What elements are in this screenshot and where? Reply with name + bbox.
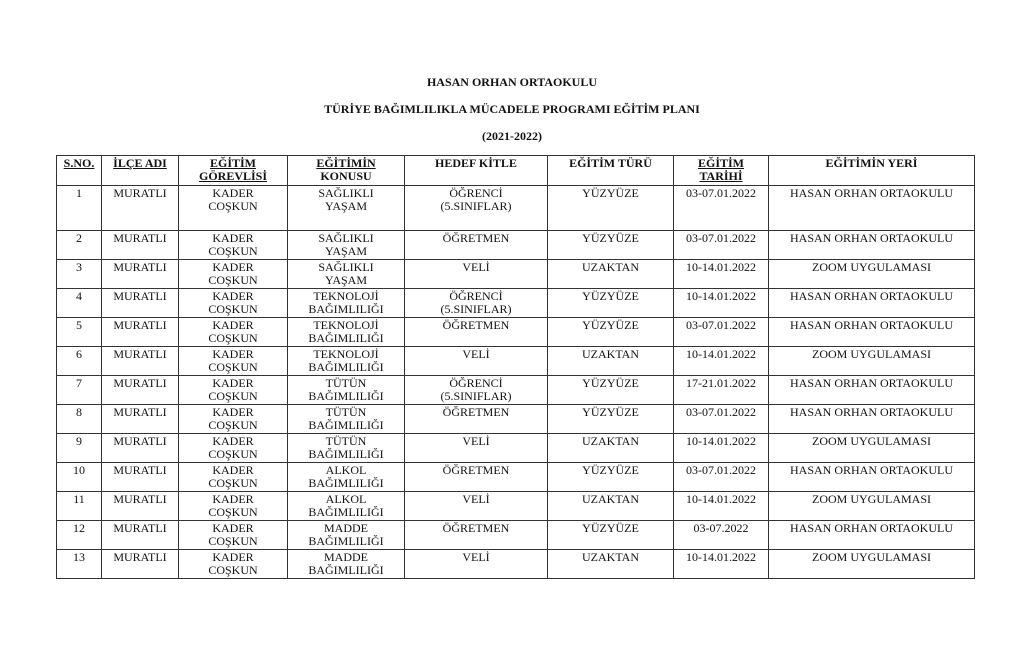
cell-instructor: KADER COŞKUN (179, 550, 288, 579)
cell-district: MURATLI (102, 434, 179, 463)
cell-type: UZAKTAN (548, 260, 674, 289)
cell-date: 10-14.01.2022 (674, 260, 769, 289)
cell-date: 03-07.01.2022 (674, 186, 769, 231)
cell-district: MURATLI (102, 231, 179, 260)
cell-audience: ÖĞRENCİ (5.SINIFLAR) (405, 376, 548, 405)
plan-title: TÜRİYE BAĞIMLILIKLA MÜCADELE PROGRAMI EĞİTİM PLANI (324, 102, 700, 116)
cell-topic: SAĞLIKLI YAŞAM (288, 186, 405, 231)
cell-sno: 7 (57, 376, 102, 405)
cell-location: HASAN ORHAN ORTAOKULU (769, 318, 975, 347)
cell-type: YÜZYÜZE (548, 521, 674, 550)
cell-district: MURATLI (102, 376, 179, 405)
cell-audience: ÖĞRETMEN (405, 318, 548, 347)
cell-location: ZOOM UYGULAMASI (769, 550, 975, 579)
cell-sno: 1 (57, 186, 102, 231)
table-row (57, 521, 975, 550)
cell-topic: SAĞLIKLI YAŞAM (288, 231, 405, 260)
cell-date: 03-07.01.2022 (674, 463, 769, 492)
cell-date: 10-14.01.2022 (674, 434, 769, 463)
cell-sno: 10 (57, 463, 102, 492)
table-row (57, 318, 975, 347)
cell-date: 03-07.01.2022 (674, 231, 769, 260)
cell-location: ZOOM UYGULAMASI (769, 347, 975, 376)
table-row (57, 492, 975, 521)
cell-location: HASAN ORHAN ORTAOKULU (769, 289, 975, 318)
header-date: EĞİTİM TARİHİ (674, 156, 769, 186)
table-row (57, 434, 975, 463)
cell-type: YÜZYÜZE (548, 231, 674, 260)
cell-audience: ÖĞRETMEN (405, 405, 548, 434)
cell-topic: SAĞLIKLI YAŞAM (288, 260, 405, 289)
cell-sno: 8 (57, 405, 102, 434)
cell-topic: TEKNOLOJİ BAĞIMLILIĞI (288, 289, 405, 318)
cell-location: ZOOM UYGULAMASI (769, 434, 975, 463)
cell-sno: 11 (57, 492, 102, 521)
cell-instructor: KADER COŞKUN (179, 463, 288, 492)
cell-audience: ÖĞRENCİ (5.SINIFLAR) (405, 289, 548, 318)
cell-date: 10-14.01.2022 (674, 289, 769, 318)
cell-district: MURATLI (102, 463, 179, 492)
cell-location: HASAN ORHAN ORTAOKULU (769, 376, 975, 405)
cell-topic: TEKNOLOJİ BAĞIMLILIĞI (288, 347, 405, 376)
cell-type: UZAKTAN (548, 347, 674, 376)
cell-sno: 13 (57, 550, 102, 579)
header-type: EĞİTİM TÜRÜ (548, 156, 674, 186)
table-row (57, 405, 975, 434)
table-row (57, 347, 975, 376)
cell-date: 10-14.01.2022 (674, 492, 769, 521)
cell-type: YÜZYÜZE (548, 318, 674, 347)
cell-audience: ÖĞRETMEN (405, 231, 548, 260)
header-instructor: EĞİTİM GÖREVLİSİ (179, 156, 288, 186)
cell-instructor: KADER COŞKUN (179, 318, 288, 347)
cell-instructor: KADER COŞKUN (179, 434, 288, 463)
cell-location: HASAN ORHAN ORTAOKULU (769, 231, 975, 260)
cell-topic: TÜTÜN BAĞIMLILIĞI (288, 434, 405, 463)
cell-location: HASAN ORHAN ORTAOKULU (769, 463, 975, 492)
cell-topic: MADDE BAĞIMLILIĞI (288, 550, 405, 579)
cell-type: YÜZYÜZE (548, 463, 674, 492)
cell-date: 10-14.01.2022 (674, 347, 769, 376)
table-row (57, 186, 975, 231)
table-row (57, 376, 975, 405)
cell-district: MURATLI (102, 550, 179, 579)
cell-district: MURATLI (102, 186, 179, 231)
cell-district: MURATLI (102, 492, 179, 521)
header-location: EĞİTİMİN YERİ (769, 156, 975, 186)
header-district: İLÇE ADI (102, 156, 179, 186)
cell-type: UZAKTAN (548, 434, 674, 463)
cell-type: YÜZYÜZE (548, 376, 674, 405)
cell-audience: ÖĞRETMEN (405, 521, 548, 550)
cell-type: YÜZYÜZE (548, 405, 674, 434)
table-header-row (57, 156, 975, 186)
cell-topic: TÜTÜN BAĞIMLILIĞI (288, 405, 405, 434)
cell-instructor: KADER COŞKUN (179, 260, 288, 289)
cell-topic: TÜTÜN BAĞIMLILIĞI (288, 376, 405, 405)
cell-sno: 4 (57, 289, 102, 318)
table-row (57, 463, 975, 492)
table-row (57, 260, 975, 289)
cell-instructor: KADER COŞKUN (179, 492, 288, 521)
cell-sno: 3 (57, 260, 102, 289)
cell-district: MURATLI (102, 347, 179, 376)
table-row (57, 550, 975, 579)
school-title: HASAN ORHAN ORTAOKULU (426, 75, 598, 89)
cell-instructor: KADER COŞKUN (179, 405, 288, 434)
table-row (57, 289, 975, 318)
header-audience: HEDEF KİTLE (405, 156, 548, 186)
cell-audience: VELİ (405, 434, 548, 463)
table-body (57, 186, 975, 579)
cell-district: MURATLI (102, 318, 179, 347)
cell-location: HASAN ORHAN ORTAOKULU (769, 186, 975, 231)
cell-instructor: KADER COŞKUN (179, 376, 288, 405)
cell-date: 10-14.01.2022 (674, 550, 769, 579)
cell-date: 03-07.01.2022 (674, 405, 769, 434)
cell-type: YÜZYÜZE (548, 289, 674, 318)
cell-sno: 2 (57, 231, 102, 260)
cell-instructor: KADER COŞKUN (179, 186, 288, 231)
cell-location: ZOOM UYGULAMASI (769, 492, 975, 521)
cell-district: MURATLI (102, 405, 179, 434)
cell-audience: VELİ (405, 550, 548, 579)
cell-date: 17-21.01.2022 (674, 376, 769, 405)
cell-type: UZAKTAN (548, 550, 674, 579)
header-sno: S.NO. (57, 156, 102, 186)
cell-type: YÜZYÜZE (548, 186, 674, 231)
cell-location: ZOOM UYGULAMASI (769, 260, 975, 289)
cell-instructor: KADER COŞKUN (179, 289, 288, 318)
cell-district: MURATLI (102, 260, 179, 289)
cell-topic: MADDE BAĞIMLILIĞI (288, 521, 405, 550)
cell-topic: TEKNOLOJİ BAĞIMLILIĞI (288, 318, 405, 347)
cell-district: MURATLI (102, 289, 179, 318)
training-plan-table (56, 155, 975, 579)
cell-instructor: KADER COŞKUN (179, 347, 288, 376)
cell-type: UZAKTAN (548, 492, 674, 521)
cell-instructor: KADER COŞKUN (179, 521, 288, 550)
cell-audience: VELİ (405, 492, 548, 521)
cell-topic: ALKOL BAĞIMLILIĞI (288, 463, 405, 492)
cell-audience: ÖĞRETMEN (405, 463, 548, 492)
academic-year: (2021-2022) (482, 129, 542, 143)
cell-district: MURATLI (102, 521, 179, 550)
header-topic: EĞİTİMİN KONUSU (288, 156, 405, 186)
cell-location: HASAN ORHAN ORTAOKULU (769, 521, 975, 550)
cell-date: 03-07.01.2022 (674, 318, 769, 347)
cell-date: 03-07.2022 (674, 521, 769, 550)
cell-sno: 6 (57, 347, 102, 376)
cell-audience: ÖĞRENCİ (5.SINIFLAR) (405, 186, 548, 231)
cell-audience: VELİ (405, 347, 548, 376)
cell-audience: VELİ (405, 260, 548, 289)
cell-sno: 5 (57, 318, 102, 347)
cell-instructor: KADER COŞKUN (179, 231, 288, 260)
cell-sno: 9 (57, 434, 102, 463)
cell-sno: 12 (57, 521, 102, 550)
cell-topic: ALKOL BAĞIMLILIĞI (288, 492, 405, 521)
cell-location: HASAN ORHAN ORTAOKULU (769, 405, 975, 434)
table-row (57, 231, 975, 260)
